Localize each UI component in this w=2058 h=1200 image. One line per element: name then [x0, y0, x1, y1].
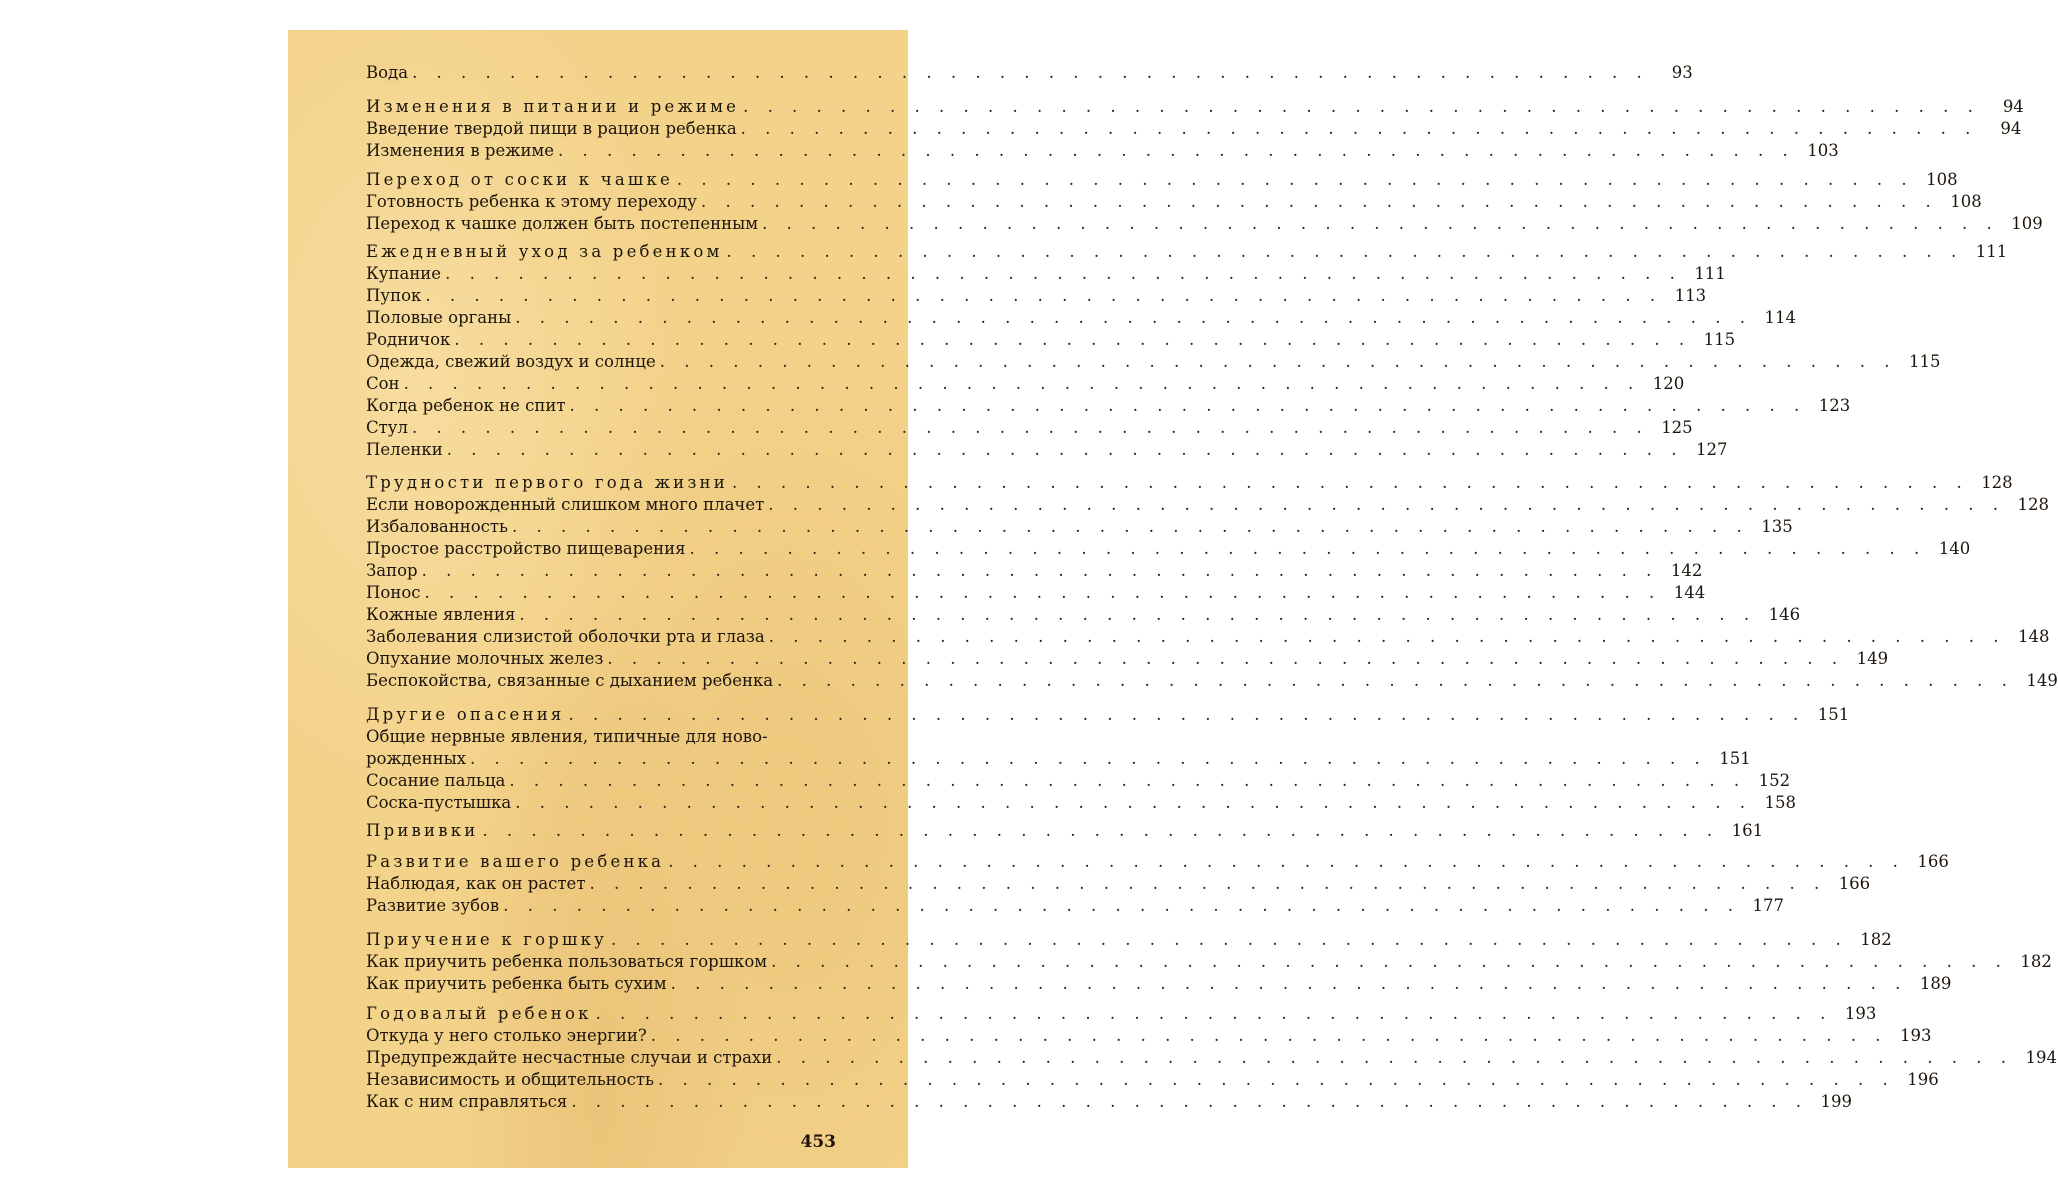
toc-entry-page: 182 [1860, 930, 1892, 949]
toc-entry [366, 726, 844, 748]
toc-entry-title: Соска-пустышка [366, 793, 512, 812]
toc-entry-title: Другие опасения [366, 705, 565, 724]
dot-leader [509, 770, 1746, 792]
toc-entry-page: 128 [2017, 495, 2049, 514]
toc-entry [366, 973, 1952, 995]
toc-entry [366, 604, 1801, 626]
toc-entry-page: 166 [1838, 874, 1871, 893]
toc-entry [366, 516, 1793, 538]
dot-leader [589, 873, 1826, 895]
dot-leader [515, 307, 1752, 329]
toc-entry [366, 118, 2022, 140]
dot-leader [558, 140, 1795, 162]
toc-entry-title: Приучение к горшку [366, 930, 607, 949]
dot-leader [762, 213, 1999, 235]
dot-leader [512, 516, 1749, 538]
toc-entry-title: рожденных [366, 749, 467, 768]
dot-leader [768, 494, 2005, 516]
toc-entry-title: Изменения в режиме [366, 141, 555, 160]
toc-entry-title: Беспокойства, связанные с дыханием ребенка [366, 671, 774, 690]
toc-entry [366, 670, 2058, 692]
toc-entry [366, 770, 1791, 792]
toc-entry [366, 494, 2049, 516]
toc-entry [366, 62, 1693, 84]
toc-entry [366, 140, 1839, 162]
toc-entry-page: 94 [2002, 97, 2024, 116]
dot-leader [412, 62, 1649, 84]
dot-leader [447, 439, 1684, 461]
toc-entry [366, 582, 1706, 604]
dot-leader [519, 604, 1756, 626]
toc-entry-title: Опухание молочных желез [366, 649, 604, 668]
dot-leader [569, 704, 1806, 726]
toc-section-heading [366, 851, 1949, 873]
toc-entry-page: 115 [1908, 352, 1941, 371]
dot-leader [732, 472, 1969, 494]
dot-leader [571, 1091, 1808, 1113]
toc-entry-title: Переход от соски к чашке [366, 170, 673, 189]
dot-leader [677, 169, 1914, 191]
toc-entry-title: Пупок [366, 286, 422, 305]
toc-entry-title: Родничок [366, 330, 451, 349]
toc-entry-page: 115 [1703, 330, 1736, 349]
toc-entry-page: 120 [1652, 374, 1685, 393]
dot-leader [425, 582, 1662, 604]
toc-entry-page: 103 [1807, 141, 1839, 160]
toc-entry-title: Как приучить ребенка быть сухим [366, 974, 667, 993]
toc-entry-page: 182 [2020, 952, 2052, 971]
toc-section-heading [366, 241, 2008, 263]
dot-leader [741, 118, 1978, 140]
dot-leader [482, 820, 1719, 842]
dot-leader [701, 191, 1938, 213]
toc-entry-title: Одежда, свежий воздух и солнце [366, 352, 656, 371]
toc-entry-page: 111 [1975, 242, 2008, 261]
dot-leader [404, 373, 1641, 395]
toc-entry-page: 108 [1926, 170, 1958, 189]
toc-entry [366, 792, 1796, 814]
toc-entry [366, 351, 1941, 373]
toc-entry [366, 395, 1851, 417]
dot-leader [658, 1069, 1895, 1091]
toc-entry [366, 895, 1784, 917]
toc-entry [366, 560, 1703, 582]
toc-entry-page: 127 [1695, 440, 1728, 459]
toc-entry-page: 123 [1818, 396, 1851, 415]
toc-entry-page: 194 [2025, 1048, 2057, 1067]
toc-entry-title: Вода [366, 63, 409, 82]
toc-entry-page: 161 [1731, 821, 1764, 840]
toc-entry-page: 151 [1719, 749, 1751, 768]
toc-entry-page: 135 [1761, 517, 1793, 536]
dot-leader [425, 285, 1662, 307]
toc-section-heading [366, 472, 2013, 494]
dot-leader [671, 973, 1908, 995]
toc-entry-title: Ежедневный уход за ребенком [366, 242, 723, 261]
toc-section-heading [366, 96, 2024, 118]
toc-entry-page: 140 [1938, 539, 1971, 558]
toc-entry-title: Сон [366, 374, 400, 393]
dot-leader [690, 538, 1927, 560]
toc-entry [366, 439, 1728, 461]
toc-entry-title: Развитие зубов [366, 896, 500, 915]
toc-entry-title: Кожные явления [366, 605, 516, 624]
toc-entry [366, 538, 1971, 560]
toc-entry-title: Трудности первого года жизни [366, 473, 728, 492]
toc-entry-page: 113 [1674, 286, 1707, 305]
toc-entry-page: 193 [1900, 1026, 1932, 1045]
toc-entry [366, 263, 1726, 285]
toc-entry [366, 1069, 1939, 1091]
toc-entry [366, 285, 1707, 307]
toc-entry [366, 626, 2050, 648]
toc-entry-page: 149 [1856, 649, 1889, 668]
toc-entry-title: Если новорожденный слишком много плачет [366, 495, 765, 514]
dot-leader [445, 263, 1682, 285]
page-number: 453 [800, 1132, 836, 1152]
toc-entry-title: Годовалый ребенок [366, 1004, 592, 1023]
toc-entry-title: Сосание пальца [366, 771, 506, 790]
toc-entry-page: 144 [1673, 583, 1706, 602]
toc-entry-title: Купание [366, 264, 442, 283]
toc-entry-title: Развитие вашего ребенка [366, 852, 665, 871]
toc-entry-page: 146 [1768, 605, 1801, 624]
toc-entry [366, 648, 1889, 670]
toc-entry [366, 748, 1751, 770]
dot-leader [503, 895, 1740, 917]
toc-entry-page: 108 [1950, 192, 1982, 211]
toc-entry-title: Понос [366, 583, 421, 602]
toc-entry-page: 142 [1670, 561, 1703, 580]
dot-leader [743, 96, 1980, 118]
toc-entry-title: Запор [366, 561, 418, 580]
toc-entry [366, 213, 2043, 235]
toc-entry-page: 94 [2000, 119, 2022, 138]
toc-entry [366, 373, 1685, 395]
dot-leader [660, 351, 1897, 373]
dot-leader [454, 329, 1691, 351]
toc-section-heading [366, 820, 1764, 842]
toc-entry [366, 873, 1871, 895]
toc-section-heading [366, 704, 1850, 726]
dot-leader [651, 1025, 1888, 1047]
dot-leader [771, 951, 2008, 973]
toc-entry-title: Прививки [366, 821, 479, 840]
table-of-contents [288, 30, 2058, 1168]
toc-entry-page: 148 [2018, 627, 2050, 646]
toc-entry [366, 307, 1797, 329]
toc-entry-title: Готовность ребенка к этому переходу [366, 192, 697, 211]
toc-entry-title: Общие нервные явления, типичные для ново- [366, 727, 768, 746]
toc-entry-title: Изменения в питании и режиме [366, 97, 740, 116]
toc-entry-page: 125 [1661, 418, 1693, 437]
dot-leader [776, 1047, 2013, 1069]
toc-entry-page: 196 [1907, 1070, 1939, 1089]
toc-entry-page: 189 [1919, 974, 1952, 993]
toc-entry-title: Независимость и общительность [366, 1070, 654, 1089]
toc-entry [366, 417, 1693, 439]
dot-leader [470, 748, 1707, 770]
toc-entry-title: Стул [366, 418, 408, 437]
dot-leader [769, 626, 2006, 648]
dot-leader [777, 670, 2014, 692]
toc-entry-page: 114 [1764, 308, 1797, 327]
toc-entry-page: 199 [1820, 1092, 1853, 1111]
dot-leader [668, 851, 1905, 873]
toc-entry-title: Избалованность [366, 517, 508, 536]
dot-leader [412, 417, 1649, 439]
toc-section-heading [366, 1003, 1877, 1025]
toc-entry [366, 1047, 2057, 1069]
toc-entry-page: 149 [2026, 671, 2058, 690]
dot-leader [422, 560, 1659, 582]
toc-entry-page: 193 [1844, 1004, 1877, 1023]
toc-entry-title: Откуда у него столько энергии? [366, 1026, 647, 1045]
toc-entry-page: 152 [1758, 771, 1791, 790]
dot-leader [727, 241, 1964, 263]
toc-entry-title: Заболевания слизистой оболочки рта и глаза [366, 627, 765, 646]
toc-entry [366, 1091, 1853, 1113]
dot-leader [596, 1003, 1833, 1025]
toc-entry-title: Введение твердой пищи в рацион ребенка [366, 119, 737, 138]
toc-entry-page: 151 [1817, 705, 1850, 724]
toc-entry-title: Как приучить ребенка пользоваться горшком [366, 952, 768, 971]
toc-entry-page: 177 [1752, 896, 1784, 915]
toc-entry [366, 1025, 1932, 1047]
toc-entry-page: 158 [1764, 793, 1796, 812]
toc-entry-title: Пеленки [366, 440, 443, 459]
dot-leader [569, 395, 1806, 417]
dot-leader [607, 648, 1844, 670]
toc-entry-title: Как с ним справляться [366, 1092, 568, 1111]
toc-entry [366, 191, 1982, 213]
toc-entry-title: Половые органы [366, 308, 512, 327]
toc-entry-title: Простое расстройство пищеварения [366, 539, 686, 558]
toc-entry-page: 93 [1671, 63, 1693, 82]
toc-entry-title: Наблюдая, как он растет [366, 874, 586, 893]
toc-section-heading [366, 169, 1958, 191]
toc-entry [366, 329, 1736, 351]
toc-entry-title: Предупреждайте несчастные случаи и страхи [366, 1048, 773, 1067]
toc-entry-title: Когда ребенок не спит [366, 396, 566, 415]
toc-entry-title: Переход к чашке должен быть постепенным [366, 214, 759, 233]
toc-section-heading [366, 929, 1892, 951]
dot-leader [515, 792, 1752, 814]
toc-entry-page: 166 [1917, 852, 1949, 871]
toc-entry-page: 109 [2011, 214, 2043, 233]
toc-entry-page: 111 [1694, 264, 1726, 283]
dot-leader [611, 929, 1848, 951]
toc-entry-page: 128 [1981, 473, 2013, 492]
toc-entry [366, 951, 2052, 973]
book-page [288, 30, 2058, 1168]
